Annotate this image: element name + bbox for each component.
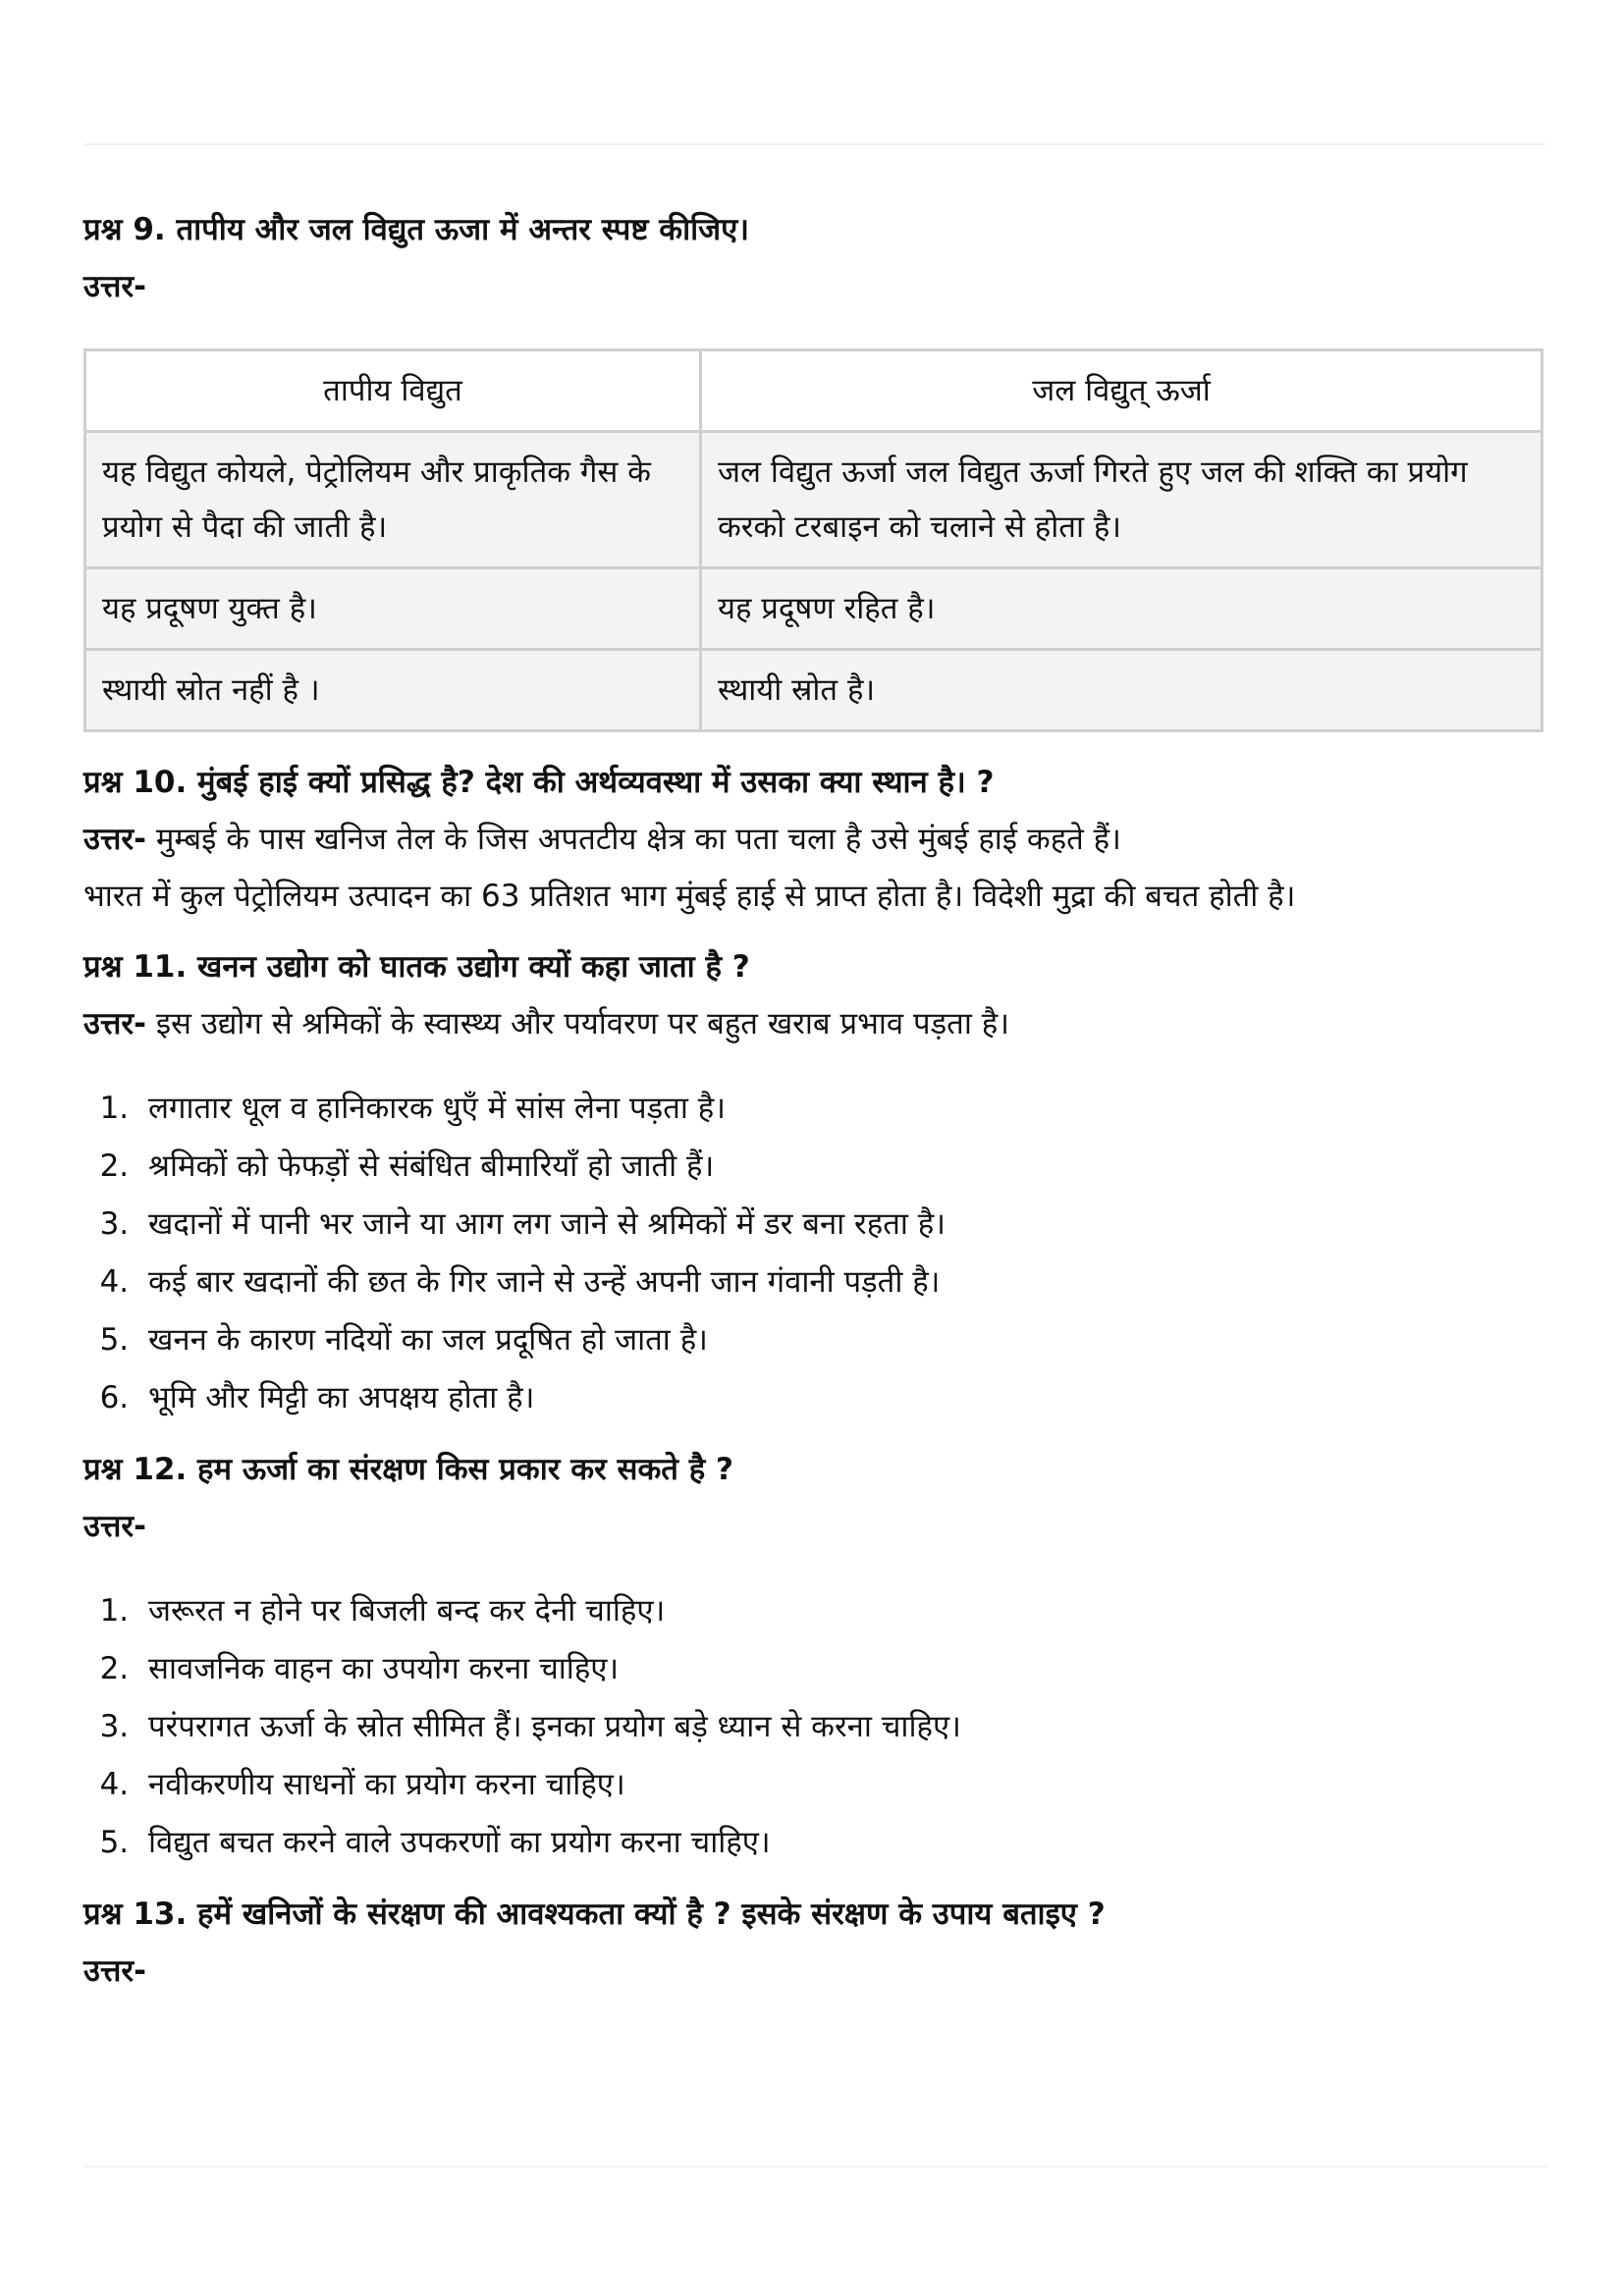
answer-label-10: उत्तर- xyxy=(83,822,146,857)
table-cell: स्थायी स्रोत है। xyxy=(701,650,1542,731)
table-cell: यह विद्युत कोयले, पेट्रोलियम और प्राकृतिक गैस के प्रयोग से पैदा की जाती है। xyxy=(85,432,701,568)
answer-10-line2: भारत में कुल पेट्रोलियम उत्पादन का 63 प्रतिशत भाग मुंबई हाई से प्राप्त होता है। विदेशी मुद्रा की बचत होती है। xyxy=(83,879,1296,914)
list-item: 3. परंपरागत ऊर्जा के स्रोत सीमित हैं। इनका प्रयोग बड़े ध्यान से करना चाहिए। xyxy=(138,1698,1546,1756)
list-item: 4. कई बार खदानों की छत के गिर जाने से उन्हें अपनी जान गंवानी पड़ती है। xyxy=(138,1254,1546,1311)
list-item: 4. नवीकरणीय साधनों का प्रयोग करना चाहिए। xyxy=(138,1756,1546,1814)
table-row xyxy=(85,432,1542,568)
question-11: प्रश्न 11. खनन उद्योग को घातक उद्योग क्यों कहा जाता है ? xyxy=(83,949,750,985)
question-10: प्रश्न 10. मुंबई हाई क्यों प्रसिद्ध है? देश की अर्थव्यवस्था में उसका क्या स्थान है। ? xyxy=(83,765,995,800)
list-item: 2. सावजनिक वाहन का उपयोग करना चाहिए। xyxy=(138,1640,1546,1698)
table-row xyxy=(85,568,1542,650)
list-item: 6. भूमि और मिट्टी का अपक्षय होता है। xyxy=(138,1369,1546,1427)
answer-11-text: इस उद्योग से श्रमिकों के स्वास्थ्य और पर्यावरण पर बहुत खराब प्रभाव पड़ता है। xyxy=(145,1006,1009,1041)
table-header-thermal: तापीय विद्युत xyxy=(85,350,701,432)
bottom-divider xyxy=(83,2165,1546,2167)
question-9: प्रश्न 9. तापीय और जल विद्युत ऊजा में अन्तर स्पष्ट कीजिए। xyxy=(83,212,750,247)
table-cell: यह प्रदूषण रहित है। xyxy=(701,568,1542,650)
table-header-row xyxy=(85,350,1542,432)
table-cell: यह प्रदूषण युक्त है। xyxy=(85,568,701,650)
top-divider xyxy=(83,143,1546,145)
table-cell: जल विद्युत ऊर्जा जल विद्युत ऊर्जा गिरते हुए जल की शक्ति का प्रयोग करको टरबाइन को चलाने से होता है। xyxy=(701,432,1542,568)
list-item: 5. खनन के कारण नदियों का जल प्रदूषित हो जाता है। xyxy=(138,1311,1546,1369)
answer-label-11: उत्तर- xyxy=(83,1006,146,1041)
answer-10-text: मुम्बई के पास खनिज तेल के जिस अपतटीय क्षेत्र का पता चला है उसे मुंबई हाई कहते हैं। xyxy=(145,822,1121,857)
table-row xyxy=(85,650,1542,731)
question-12: प्रश्न 12. हम ऊर्जा का संरक्षण किस प्रकार कर सकते है ? xyxy=(83,1452,733,1487)
page-content xyxy=(83,201,1546,2000)
answer-label-13: उत्तर- xyxy=(83,1953,146,1989)
list-item: 3. खदानों में पानी भर जाने या आग लग जाने से श्रमिकों में डर बना रहता है। xyxy=(138,1196,1546,1254)
answer-label-12: उत्तर- xyxy=(83,1509,146,1544)
list-q11 xyxy=(83,1080,1546,1427)
list-item: 5. विद्युत बचत करने वाले उपकरणों का प्रयोग करना चाहिए। xyxy=(138,1814,1546,1872)
table-header-hydro: जल विद्युत् ऊर्जा xyxy=(701,350,1542,432)
table-cell: स्थायी स्रोत नहीं है । xyxy=(85,650,701,731)
list-item: 1. जरूरत न होने पर बिजली बन्द कर देनी चाहिए। xyxy=(138,1582,1546,1640)
answer-10 xyxy=(83,811,1546,868)
answer-11 xyxy=(83,995,1546,1052)
list-item: 1. लगातार धूल व हानिकारक धुएँ में सांस लेना पड़ता है। xyxy=(138,1080,1546,1138)
list-item: 2. श्रमिकों को फेफड़ों से संबंधित बीमारियाँ हो जाती हैं। xyxy=(138,1138,1546,1196)
answer-label-9: उत्तर- xyxy=(83,269,146,304)
list-q12 xyxy=(83,1582,1546,1872)
comparison-table xyxy=(83,348,1543,732)
question-13: प्रश्न 13. हमें खनिजों के संरक्षण की आवश्यकता क्यों है ? इसके संरक्षण के उपाय बताइए ? xyxy=(83,1896,1106,1932)
